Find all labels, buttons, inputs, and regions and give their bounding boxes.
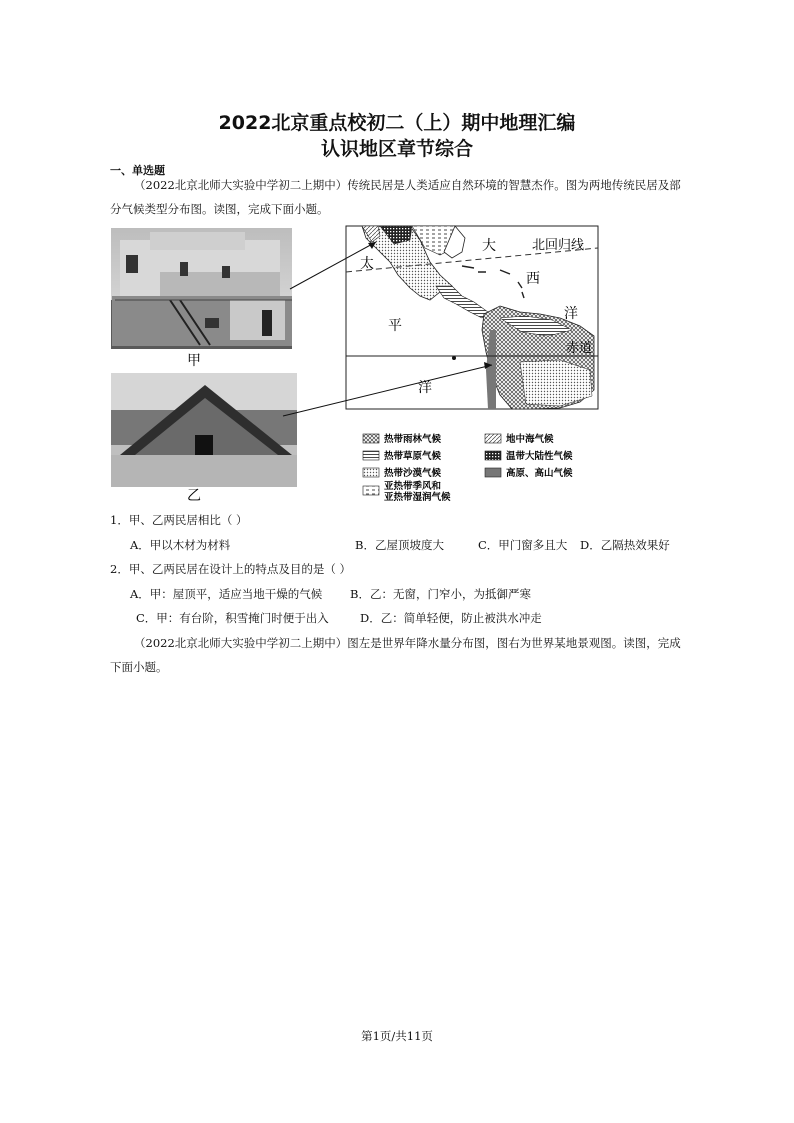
map-label-ping: 平: [388, 318, 402, 334]
map-label-tai: 太: [360, 256, 374, 272]
climate-map: [283, 226, 598, 416]
map-label-equator: 赤道: [566, 341, 593, 356]
photo-a-adobe-houses: [111, 228, 292, 349]
legend-label-rainforest: 热带雨林气候: [384, 434, 442, 445]
document-title-line1: 2022北京重点校初二（上）期中地理汇编: [218, 112, 576, 134]
map-label-xi: 西: [526, 271, 540, 287]
map-label-yang-atlantic: 洋: [564, 306, 578, 322]
legend-label-subtropical-monsoon: 亚热带季风和: [384, 481, 442, 492]
map-label-tropic-of-cancer: 北回归线: [532, 238, 585, 253]
photo-b-label: 乙: [187, 488, 201, 504]
legend-label-subtropical-humid: 亚热带湿润气候: [384, 492, 451, 503]
photo-b-thatched-hut: [111, 373, 297, 487]
question-2-option-c: C．甲：有台阶，积雪掩门时便于出入: [136, 611, 329, 625]
section-heading: 一、单选题: [110, 164, 165, 177]
document-title-line2: 认识地区章节综合: [320, 138, 473, 160]
question-2-option-d: D．乙：简单轻便，防止被洪水冲走: [360, 611, 542, 625]
map-label-da: 大: [482, 238, 496, 254]
question-1-option-d: D．乙隔热效果好: [580, 538, 670, 552]
question-2-option-a: A．甲：屋顶平，适应当地干燥的气候: [130, 587, 323, 601]
question-2-option-b: B．乙：无窗，门窄小，为抵御严寒: [350, 587, 531, 601]
legend-label-continental: 温带大陆性气候: [506, 451, 573, 462]
legend-label-desert: 热带沙漠气候: [384, 468, 442, 479]
outro-paragraph: （2022北京北师大实验中学初二上期中）图左是世界年降水量分布图，图右为世界某地景观图。读图，完成下面小题。: [110, 636, 681, 674]
question-1-option-a: A．甲以木材为材料: [130, 538, 231, 552]
question-1-option-c: C．甲门窗多且大: [478, 538, 568, 552]
figure-houses-climate-map: [0, 0, 794, 520]
intro-paragraph: （2022北京北师大实验中学初二上期中）传统民居是人类适应自然环境的智慧杰作。图为两地传统民居及部分气候类型分布图。读图，完成下面小题。: [110, 178, 681, 216]
map-label-yang-pacific: 洋: [418, 380, 432, 396]
legend-label-highland: 高原、高山气候: [506, 468, 573, 479]
question-2-stem: 2．甲、乙两民居在设计上的特点及目的是（ ）: [110, 562, 351, 576]
question-1-stem: 1．甲、乙两民居相比（ ）: [110, 513, 248, 527]
question-1-option-b: B．乙屋顶坡度大: [355, 538, 444, 552]
page-footer: 第1页/共11页: [361, 1029, 433, 1043]
legend-label-savanna: 热带草原气候: [384, 451, 442, 462]
legend-label-mediterranean: 地中海气候: [506, 434, 554, 445]
photo-a-label: 甲: [187, 353, 201, 369]
